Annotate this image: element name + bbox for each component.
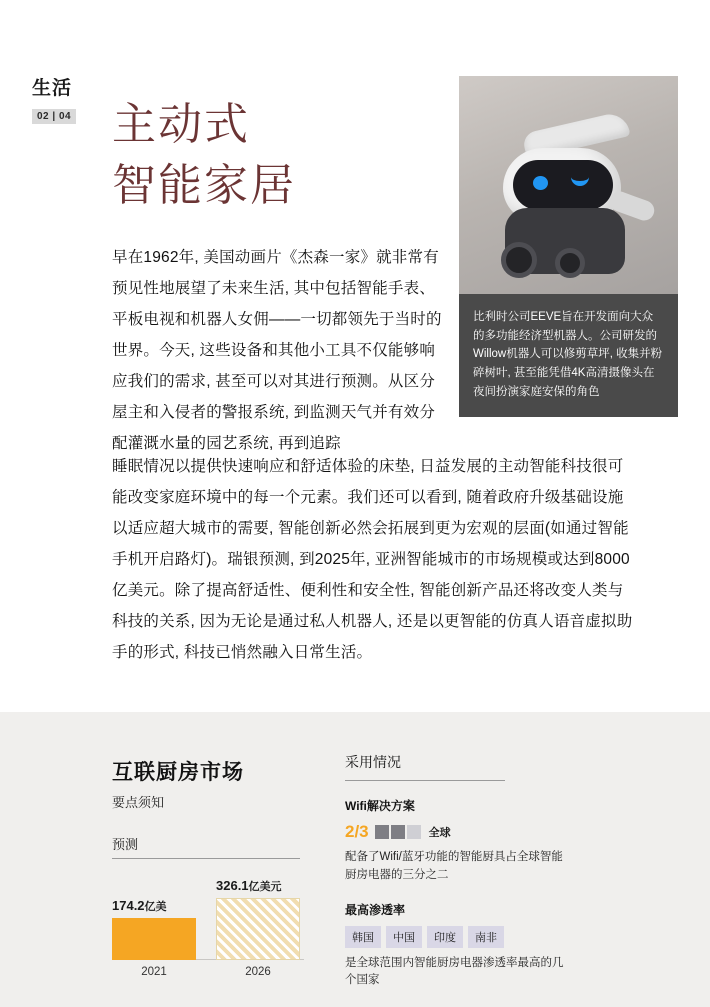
country-chip: 南非 [468,926,504,948]
penetration-heading: 最高渗透率 [345,902,406,917]
robot-wheel-rear [555,248,585,278]
page-badge: 02 | 04 [32,109,76,124]
bar-value-1: 174.2 [112,898,145,913]
kicker-block [32,79,94,124]
bar-category-2021: 2021 [141,966,167,978]
bar-value-label-1 [112,898,167,914]
bar-2026 [216,898,300,960]
figure-caption: 比利时公司EEVE旨在开发面向大众的多功能经济型机器人。公司研发的Willow机器人可以修剪草坪, 收集并粉碎树叶, 甚至能凭借4K高清摄像头在夜间扮演家庭安保的角色 [473,311,663,398]
wifi-fraction: 2/3 [345,822,369,841]
bar-chart [112,872,304,982]
section-kicker: 生活 [32,78,73,99]
penetration-note: 是全球范围内智能厨房电器渗透率最高的几个国家 [345,956,564,987]
stat-block-on-1 [375,825,389,839]
stat-block-on-2 [391,825,405,839]
wifi-note: 配备了Wifi/蓝牙功能的智能厨具占全球智能厨房电器的三分之二 [345,851,563,881]
headline-line-1: 主动式 [112,100,250,150]
robot-eye-left [533,176,548,190]
headline-line-2: 智能家居 [112,161,296,211]
forecast-divider [112,858,300,859]
infographic-panel [0,712,710,1007]
adoption-column [345,752,565,990]
bar-category-2026: 2026 [245,966,271,978]
wifi-heading: Wifi解决方案 [345,799,415,813]
wifi-scope-label: 全球 [428,827,451,839]
bar-unit-2: 亿美元 [248,881,282,893]
bar-2021 [112,918,196,960]
body-column-text: 早在1962年, 美国动画片《杰森一家》就非常有预见性地展望了未来生活, 其中包括智能手表、平板电视和机器人女佣——一切都领先于当时的世界。今天, 这些设备和其他小工具不仅能够响应我们的需求, 甚至可以对其进行预测。从区分屋主和入侵者的警报系统, 到监测天气并有效分配灌溉水量的园艺系统, 再到追踪 [112,248,442,452]
country-chip-list [345,926,565,948]
bar-value-label-2 [216,878,282,894]
panel-title: 互联厨房市场 [112,761,244,784]
country-chip: 韩国 [345,926,381,948]
bar-unit-1: 亿美 [144,901,167,913]
robot-wheel-front [501,242,537,278]
body-full-text: 睡眠情况以提供快速响应和舒适体验的床垫, 日益发展的主动智能科技很可能改变家庭环境中的每一个元素。我们还可以看到, 随着政府升级基础设施以适应超大城市的需要, 智能创新必然会拓展到更为宏观的层面(如通过智能手机开启路灯)。瑞银预测, 到2025年, 亚洲智能城市的市场规模或达到8000亿美元。除了提高舒适性、便利性和安全性, 智能创新产品还将改变人类与科技的关系, 因为无论是通过私人机器人, 还是以更智能的仿真人语音虚拟助手的形式, 科技已悄然融入日常生活。 [112,457,633,661]
country-chip: 中国 [386,926,422,948]
robot-eye-right [571,176,589,186]
adoption-title: 采用情况 [345,754,401,770]
stat-block-off-1 [407,825,421,839]
wifi-stat-row [345,822,565,842]
adoption-divider [345,780,505,781]
figure [459,76,678,417]
robot-face-shape [513,160,613,210]
forecast-label: 预测 [112,837,139,852]
bar-group-2026 [216,878,300,978]
panel-subtitle: 要点须知 [112,795,165,810]
page-title [112,95,442,216]
bar-value-2: 326.1 [216,878,249,893]
bar-group-2021 [112,898,196,978]
country-chip: 印度 [427,926,463,948]
robot-photo [459,76,678,294]
